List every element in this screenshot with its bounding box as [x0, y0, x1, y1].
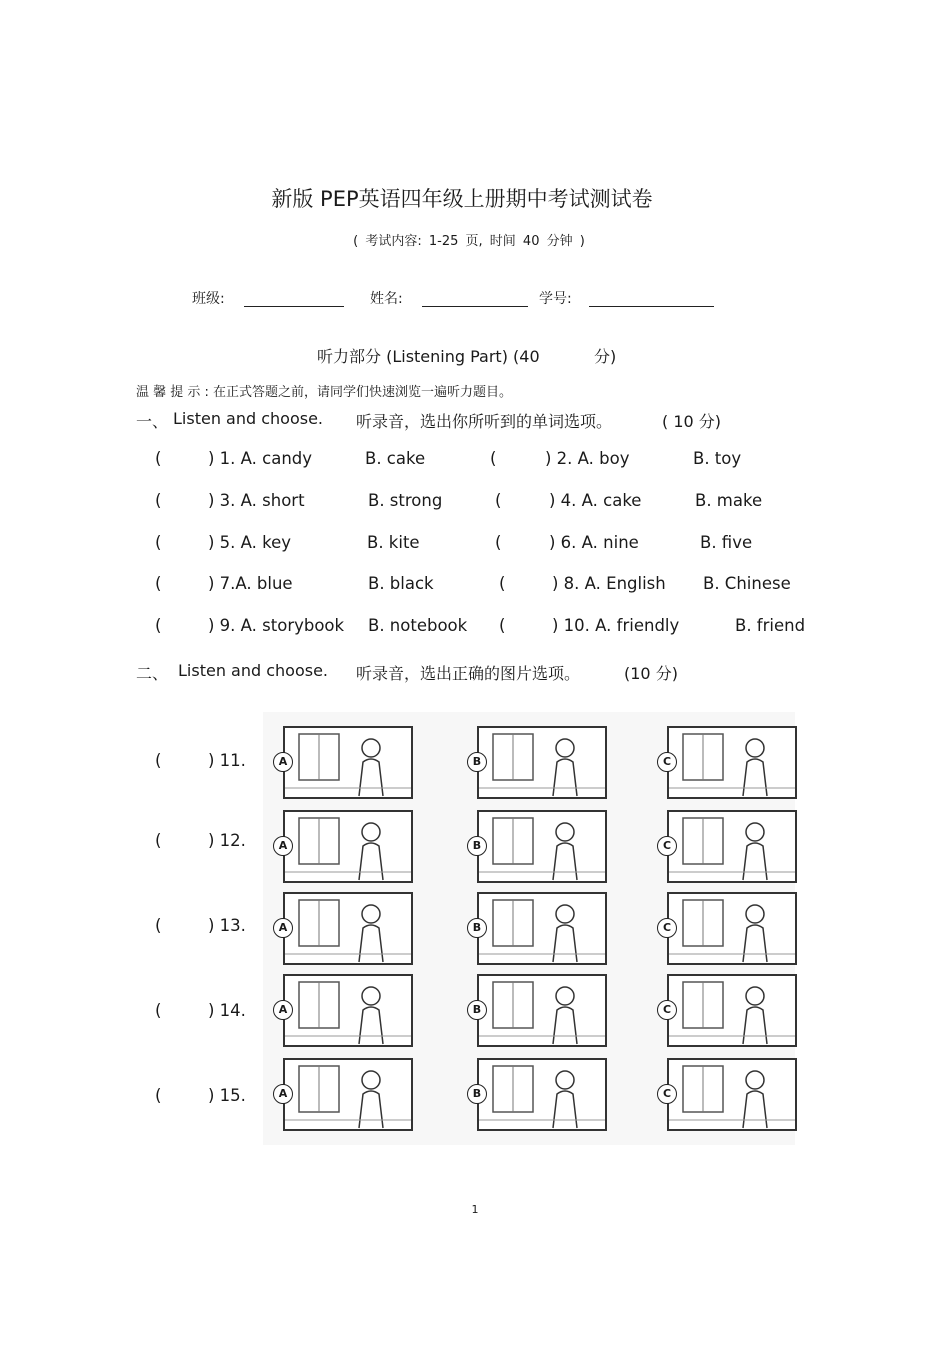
q11-picture-a[interactable]	[283, 726, 413, 799]
q9-option-a: ) 9. A. storybook	[208, 616, 345, 635]
q13-option-badge-a: A	[273, 918, 293, 938]
exam-subtitle: ( 考试内容: 1-25 页, 时间 40 分钟 )	[353, 234, 585, 249]
q11-picture-c[interactable]	[667, 726, 797, 799]
scene-illustration-icon	[669, 728, 795, 797]
section1-score: ( 10 分)	[662, 412, 722, 431]
q11-option-badge-b: B	[467, 752, 487, 772]
q8-answer-paren[interactable]: (	[499, 574, 506, 593]
q12-option-badge-a: A	[273, 836, 293, 856]
q13-label: ) 13.	[208, 916, 246, 935]
q6-option-b: B. five	[700, 533, 753, 552]
q14-option-badge-b: B	[467, 1000, 487, 1020]
q3-answer-paren[interactable]: (	[155, 491, 162, 510]
q2-answer-paren[interactable]: (	[490, 449, 497, 468]
q6-option-a: ) 6. A. nine	[549, 533, 639, 552]
q15-answer-paren[interactable]: (	[155, 1086, 162, 1105]
section1-instruction-en: Listen and choose.	[173, 409, 324, 428]
q3-option-a: ) 3. A. short	[208, 491, 305, 510]
q4-answer-paren[interactable]: (	[495, 491, 502, 510]
scene-illustration-icon	[285, 1060, 411, 1129]
scene-illustration-icon	[479, 812, 605, 881]
listening-heading-score: 分)	[594, 347, 617, 366]
q12-answer-paren[interactable]: (	[155, 831, 162, 850]
q11-option-badge-a: A	[273, 752, 293, 772]
q5-option-a: ) 5. A. key	[208, 533, 292, 552]
q13-picture-c[interactable]	[667, 892, 797, 965]
q10-option-a: ) 10. A. friendly	[552, 616, 680, 635]
q14-picture-a[interactable]	[283, 974, 413, 1047]
q10-option-b: B. friend	[735, 616, 806, 635]
q13-option-badge-b: B	[467, 918, 487, 938]
q7-option-b: B. black	[368, 574, 434, 593]
q13-option-badge-c: C	[657, 918, 677, 938]
tip-text: 温 馨 提 示 : 在正式答题之前，请同学们快速浏览一遍听力题目。	[136, 385, 513, 400]
scene-illustration-icon	[285, 976, 411, 1045]
q12-option-badge-b: B	[467, 836, 487, 856]
q3-option-b: B. strong	[368, 491, 443, 510]
q11-answer-paren[interactable]: (	[155, 751, 162, 770]
q12-label: ) 12.	[208, 831, 246, 850]
q8-option-b: B. Chinese	[703, 574, 791, 593]
scene-illustration-icon	[479, 728, 605, 797]
q15-option-badge-a: A	[273, 1084, 293, 1104]
q12-picture-a[interactable]	[283, 810, 413, 883]
section2-score: (10 分)	[624, 664, 678, 683]
scene-illustration-icon	[479, 894, 605, 963]
q15-picture-a[interactable]	[283, 1058, 413, 1131]
q7-answer-paren[interactable]: (	[155, 574, 162, 593]
q14-picture-c[interactable]	[667, 974, 797, 1047]
q11-option-badge-c: C	[657, 752, 677, 772]
name-blank[interactable]	[422, 306, 528, 307]
q15-picture-c[interactable]	[667, 1058, 797, 1131]
q15-label: ) 15.	[208, 1086, 246, 1105]
q12-picture-c[interactable]	[667, 810, 797, 883]
section2-number: 二、	[136, 664, 169, 683]
q13-picture-a[interactable]	[283, 892, 413, 965]
q9-option-b: B. notebook	[368, 616, 468, 635]
scene-illustration-icon	[669, 1060, 795, 1129]
class-blank[interactable]	[244, 306, 344, 307]
q14-option-badge-c: C	[657, 1000, 677, 1020]
scene-illustration-icon	[669, 812, 795, 881]
q5-answer-paren[interactable]: (	[155, 533, 162, 552]
q14-option-badge-a: A	[273, 1000, 293, 1020]
q15-option-badge-c: C	[657, 1084, 677, 1104]
q1-answer-paren[interactable]: (	[155, 449, 162, 468]
q10-answer-paren[interactable]: (	[499, 616, 506, 635]
q1-option-a: ) 1. A. candy	[208, 449, 313, 468]
picture-options-area	[263, 712, 795, 1145]
name-label: 姓名:	[370, 291, 403, 307]
q15-picture-b[interactable]	[477, 1058, 607, 1131]
page-number: 1	[471, 1203, 479, 1216]
student-id-blank[interactable]	[589, 306, 714, 307]
q14-picture-b[interactable]	[477, 974, 607, 1047]
q4-option-b: B. make	[695, 491, 763, 510]
section1-instruction-cn: 听录音，选出你所听到的单词选项。	[356, 412, 613, 431]
q13-picture-b[interactable]	[477, 892, 607, 965]
page-title: 新版 PEP英语四年级上册期中考试测试卷	[271, 187, 653, 211]
section2-instruction-cn: 听录音，选出正确的图片选项。	[356, 664, 581, 683]
q6-answer-paren[interactable]: (	[495, 533, 502, 552]
q11-picture-b[interactable]	[477, 726, 607, 799]
q8-option-a: ) 8. A. English	[552, 574, 666, 593]
scene-illustration-icon	[285, 894, 411, 963]
q11-label: ) 11.	[208, 751, 246, 770]
scene-illustration-icon	[285, 728, 411, 797]
scene-illustration-icon	[285, 812, 411, 881]
scene-illustration-icon	[669, 894, 795, 963]
q4-option-a: ) 4. A. cake	[549, 491, 642, 510]
q1-option-b: B. cake	[365, 449, 426, 468]
q14-label: ) 14.	[208, 1001, 246, 1020]
student-id-label: 学号:	[539, 291, 572, 307]
scene-illustration-icon	[479, 1060, 605, 1129]
q5-option-b: B. kite	[367, 533, 420, 552]
q12-option-badge-c: C	[657, 836, 677, 856]
q2-option-a: ) 2. A. boy	[545, 449, 630, 468]
q7-option-a: ) 7.A. blue	[208, 574, 293, 593]
q2-option-b: B. toy	[693, 449, 742, 468]
q9-answer-paren[interactable]: (	[155, 616, 162, 635]
q15-option-badge-b: B	[467, 1084, 487, 1104]
listening-heading: 听力部分 (Listening Part) (40	[317, 347, 540, 366]
q13-answer-paren[interactable]: (	[155, 916, 162, 935]
scene-illustration-icon	[669, 976, 795, 1045]
scene-illustration-icon	[479, 976, 605, 1045]
section1-number: 一、	[136, 412, 169, 431]
q14-answer-paren[interactable]: (	[155, 1001, 162, 1020]
class-label: 班级:	[192, 291, 225, 307]
section2-instruction-en: Listen and choose.	[178, 661, 329, 680]
q12-picture-b[interactable]	[477, 810, 607, 883]
